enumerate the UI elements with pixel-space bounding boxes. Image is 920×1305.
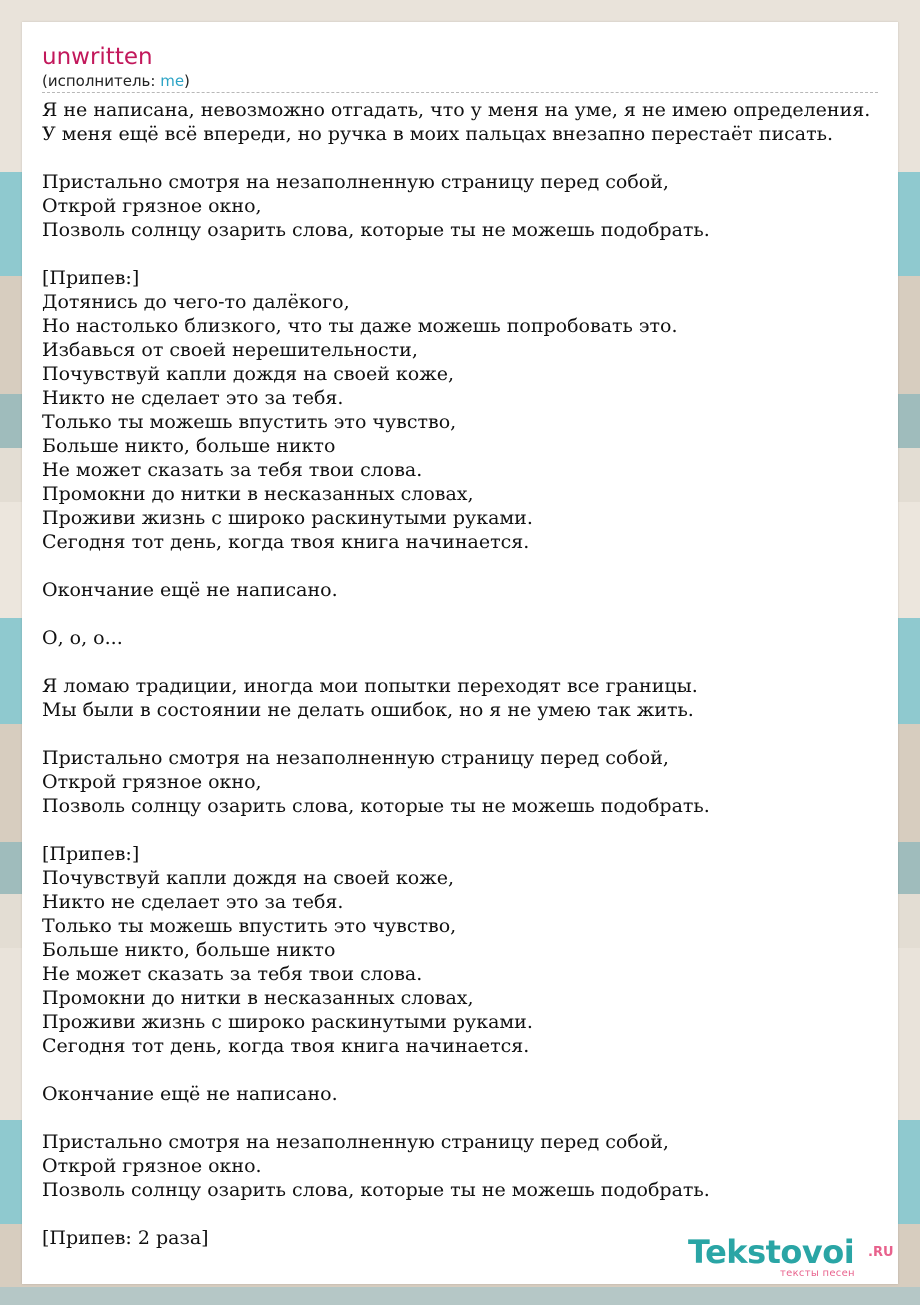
lyric-line: [Припев: 2 раза] <box>42 1227 209 1249</box>
lyric-line: Но настолько близкого, что ты даже можешь попробовать это. <box>42 315 678 337</box>
lyric-line: Пристально смотря на незаполненную страницу перед собой, <box>42 1131 669 1153</box>
lyric-line: Проживи жизнь с широко раскинутыми руками. <box>42 507 533 529</box>
lyric-line: [Припев:] <box>42 843 140 865</box>
lyric-blank-line <box>42 1106 898 1130</box>
lyric-line: Открой грязное окно, <box>42 195 262 217</box>
lyric-blank-line <box>42 1202 898 1226</box>
lyric-blank-line <box>42 554 898 578</box>
lyric-line: Проживи жизнь с широко раскинутыми руками. <box>42 1011 533 1033</box>
lyric-blank-line <box>42 146 898 170</box>
lyric-line: Позволь солнцу озарить слова, которые ты не можешь подобрать. <box>42 219 710 241</box>
lyric-blank-line <box>42 722 898 746</box>
lyric-line: Никто не сделает это за тебя. <box>42 891 344 913</box>
artist-suffix: ) <box>184 72 190 90</box>
lyric-line: Я ломаю традиции, иногда мои попытки переходят все границы. <box>42 675 698 697</box>
song-title: unwritten <box>42 44 153 70</box>
background-strip <box>0 1287 920 1305</box>
lyric-line: Окончание ещё не написано. <box>42 579 338 601</box>
lyric-line: Открой грязное окно. <box>42 1155 262 1177</box>
lyric-line: Не может сказать за тебя твои слова. <box>42 459 423 481</box>
lyric-blank-line <box>42 242 898 266</box>
lyric-line: Избавься от своей нерешительности, <box>42 339 418 361</box>
lyric-blank-line <box>42 818 898 842</box>
lyric-blank-line <box>42 650 898 674</box>
lyric-line: Только ты можешь впустить это чувство, <box>42 411 457 433</box>
artist-line <box>42 72 878 90</box>
lyric-line: Почувствуй капли дождя на своей коже, <box>42 363 454 385</box>
artist-link[interactable]: me <box>160 72 185 90</box>
lyric-line: Промокни до нитки в несказанных словах, <box>42 483 474 505</box>
lyric-line: Пристально смотря на незаполненную страницу перед собой, <box>42 171 669 193</box>
lyric-line: У меня ещё всё впереди, но ручка в моих пальцах внезапно перестаёт писать. <box>42 123 833 145</box>
logo-tagline: тексты песен <box>780 1268 855 1279</box>
lyric-line: Почувствуй капли дождя на своей коже, <box>42 867 454 889</box>
lyric-line: Промокни до нитки в несказанных словах, <box>42 987 474 1009</box>
lyric-line: Я не написана, невозможно отгадать, что у меня на уме, я не имею определения. <box>42 99 871 121</box>
lyric-line: Сегодня тот день, когда твоя книга начинается. <box>42 1035 530 1057</box>
lyric-line: Больше никто, больше никто <box>42 435 336 457</box>
artist-prefix: (исполнитель: <box>42 72 161 90</box>
site-logo[interactable] <box>688 1233 894 1280</box>
lyric-line: Сегодня тот день, когда твоя книга начинается. <box>42 531 530 553</box>
song-header <box>42 44 878 93</box>
lyric-line: Позволь солнцу озарить слова, которые ты не можешь подобрать. <box>42 795 710 817</box>
lyric-line: Только ты можешь впустить это чувство, <box>42 915 457 937</box>
lyric-line: Открой грязное окно, <box>42 771 262 793</box>
lyrics-card <box>22 22 898 1284</box>
lyric-line: [Припев:] <box>42 267 140 289</box>
lyrics-body <box>42 98 898 1250</box>
logo-domain: .RU <box>868 1245 894 1260</box>
logo-text: Tekstovoi <box>688 1233 855 1271</box>
lyric-line: О, о, о... <box>42 627 123 649</box>
lyric-line: Пристально смотря на незаполненную страницу перед собой, <box>42 747 669 769</box>
lyric-line: Мы были в состоянии не делать ошибок, но я не умею так жить. <box>42 699 694 721</box>
lyric-line: Позволь солнцу озарить слова, которые ты не можешь подобрать. <box>42 1179 710 1201</box>
lyric-blank-line <box>42 602 898 626</box>
lyric-line: Окончание ещё не написано. <box>42 1083 338 1105</box>
lyric-line: Больше никто, больше никто <box>42 939 336 961</box>
lyric-line: Дотянись до чего-то далёкого, <box>42 291 350 313</box>
lyric-blank-line <box>42 1058 898 1082</box>
lyric-line: Не может сказать за тебя твои слова. <box>42 963 423 985</box>
lyric-line: Никто не сделает это за тебя. <box>42 387 344 409</box>
